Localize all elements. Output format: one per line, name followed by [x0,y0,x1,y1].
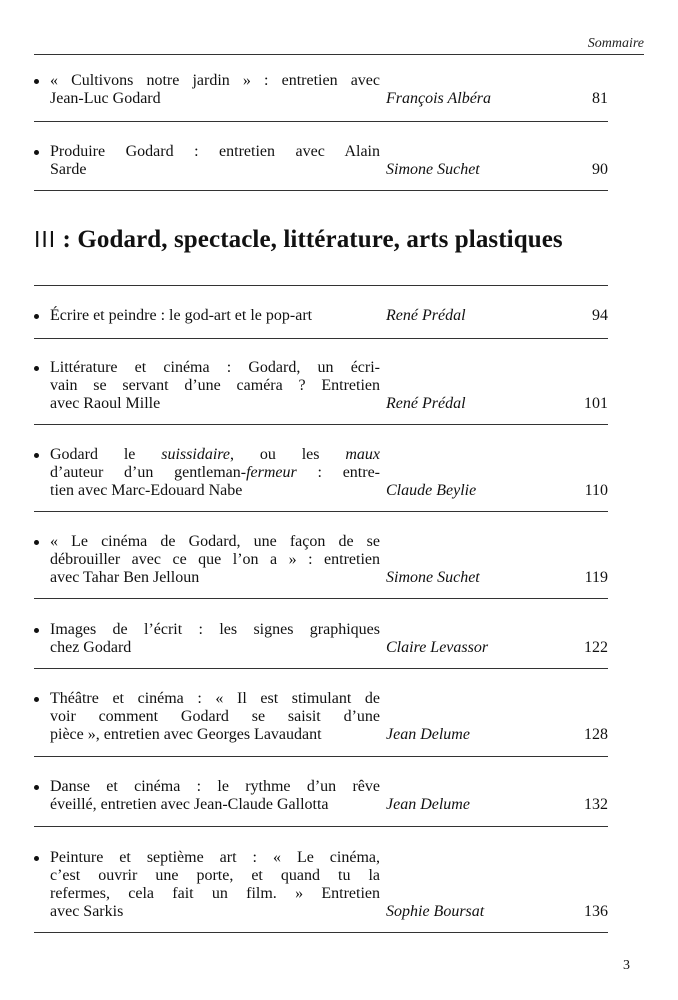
entry-rule [34,190,608,191]
running-header: Sommaire [587,36,644,51]
bullet [34,856,39,861]
entry-title [50,849,380,921]
entry-title-line: chez Godard [50,639,132,656]
entry-title [50,690,380,744]
entry-title-line: Littérature et cinéma : Godard, un écri- [50,359,380,376]
entry-page: 94 [592,307,608,324]
entry-author: René Prédal [386,307,466,324]
entry-author: Simone Suchet [386,569,480,586]
bullet [34,785,39,790]
entry-title-line: tien avec Marc-Edouard Nabe [50,482,243,499]
entry-rule [34,826,608,827]
entry-title [50,307,390,325]
entry-page: 90 [592,161,608,178]
entry-page: 110 [584,482,608,499]
entry-author: Claire Levassor [386,639,489,656]
entry-title-line: Sarde [50,161,87,178]
entry-title [50,778,380,814]
section-separator: : [62,226,71,253]
entry-title-line: refermes, cela fait un film. » Entretien [50,885,380,902]
bullet [34,540,39,545]
bullet [34,366,39,371]
entry-author: Jean Delume [386,726,470,743]
entry-rule [34,932,608,933]
entry-page: 128 [584,726,608,743]
entry-title-line: éveillé, entretien avec Jean-Claude Gallotta [50,796,329,813]
entry-title-line: Produire Godard : entretien avec Alain [50,143,380,160]
entry-title-line: Danse et cinéma : le rythme d’un rêve [50,778,380,795]
entry-author: Claude Beylie [386,482,477,499]
entry-title-line: avec Sarkis [50,903,124,920]
entry-title-line: avec Raoul Mille [50,395,161,412]
entry-page: 81 [592,90,608,107]
entry-rule [34,121,608,122]
entry-author: Jean Delume [386,796,470,813]
entry-title-line: pièce », entretien avec Georges Lavaudant [50,726,322,743]
bullet [34,697,39,702]
entry-title-line: d’auteur d’un gentleman-fermeur : entre- [50,464,380,481]
entry-rule [34,424,608,425]
entry-title-line: débrouiller avec ce que l’on a » : entretien [50,551,380,568]
entry-rule [34,756,608,757]
entry-title-line: Peinture et septième art : « Le cinéma, [50,849,380,866]
entry-title [50,621,380,657]
bullet [34,150,39,155]
entry-author: François Albéra [386,90,492,107]
bullet [34,79,39,84]
entry-page: 122 [584,639,608,656]
entry-title [50,72,380,108]
entry-page: 136 [584,903,608,920]
header-rule [34,54,644,55]
page-folio: 3 [623,958,630,973]
entry-title-line: Images de l’écrit : les signes graphiques [50,621,380,638]
entry-author: René Prédal [386,395,466,412]
entry-rule [34,338,608,339]
bullet [34,453,39,458]
entry-title-line: Théâtre et cinéma : « Il est stimulant de [50,690,380,707]
entry-page: 119 [584,569,608,586]
entry-page: 101 [584,395,608,412]
entry-rule [34,668,608,669]
entry-page: 132 [584,796,608,813]
entry-title-line: « Le cinéma de Godard, une façon de se [50,533,380,550]
entry-title-line: Écrire et peindre : le god-art et le pop-art [50,307,313,324]
entry-rule [34,511,608,512]
entry-rule [34,598,608,599]
entry-title-line: vain se servant d’une caméra ? Entretien [50,377,380,394]
entry-title-line: Jean-Luc Godard [50,90,161,107]
section-title: Godard, spectacle, littérature, arts plastiques [77,226,563,253]
section-rule [34,285,608,286]
entry-title [50,359,380,413]
entry-title-line: « Cultivons notre jardin » : entretien avec [50,72,380,89]
entry-title-line: voir comment Godard se saisit d’une [50,708,380,725]
section-number: III [34,226,57,252]
entry-author: Sophie Boursat [386,903,485,920]
entry-title [50,446,380,500]
section-heading [34,226,563,254]
entry-title-line: Godard le suissidaire, ou les maux [50,446,380,463]
entry-title [50,533,380,587]
bullet [34,314,39,319]
entry-title-line: avec Tahar Ben Jelloun [50,569,200,586]
entry-title [50,143,380,179]
entry-author: Simone Suchet [386,161,480,178]
bullet [34,628,39,633]
entry-title-line: c’est ouvrir une porte, et quand tu la [50,867,380,884]
